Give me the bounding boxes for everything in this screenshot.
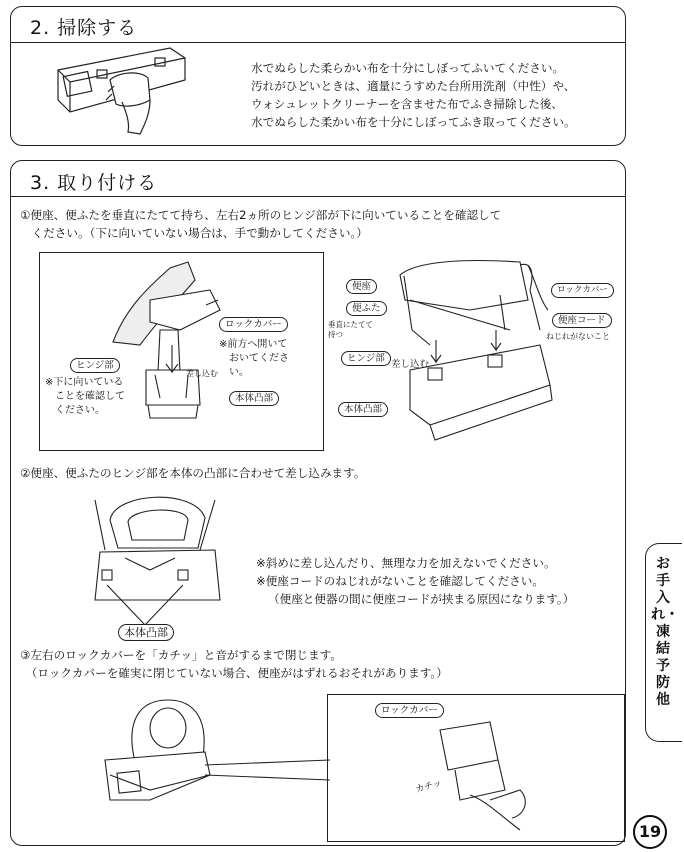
section2-line-4: 水でぬらした柔かい布を十分にしぼってふき取ってください。 [251, 115, 576, 129]
chapter-side-tab-label: お手入れ・凍結予防 他 [651, 556, 684, 708]
fig2-no-twist-label: ねじれがないこと [546, 332, 610, 341]
section2-title: 2. 掃除する [30, 17, 138, 39]
fig2-hold-line-1: 垂直にたてて [328, 320, 373, 329]
step2-note-3: （便座と便器の間に便座コードが挟まる原因になります。） [268, 592, 575, 606]
section2-line-1: 水でぬらした柔らかい布を十分にしぼってふいてください。 [251, 61, 565, 75]
fig4-lock-cover-label: ロックカバー [375, 703, 444, 718]
step2-note-2: ※便座コードのねじれがないことを確認してください。 [256, 574, 544, 588]
step1-line-1: ①便座、便ふたを垂直にたてて持ち、左右2ヵ所のヒンジ部が下に向いていることを確認して [20, 208, 502, 222]
fig1-note-front-3: い。 [229, 367, 249, 378]
step2-text: ②便座、便ふたのヒンジ部を本体の凸部に合わせて差し込みます。 [20, 466, 366, 480]
fig1-note-down-3: ください。 [55, 405, 105, 416]
section3-title: 3. 取り付ける [30, 172, 158, 194]
fig1-hinge-label: ヒンジ部 [70, 358, 120, 373]
fig1-note-down-2: ことを確認して [55, 391, 125, 402]
fig2-hold-line-2: 持つ [328, 330, 343, 339]
section2-line-3: ウォシュレットクリーナーを含ませた布でふき掃除した後、 [251, 97, 563, 111]
fig2-hinge-label: ヒンジ部 [341, 351, 391, 366]
fig1-body-boss-label: 本体凸部 [229, 391, 279, 406]
fig4-click-label: カチッ [414, 778, 443, 796]
fig2-insert-label: 差し込む [391, 359, 430, 370]
fig1-insert-label: 差し込む [186, 369, 218, 378]
fig1-note-front-2: おいてくださ [229, 353, 289, 364]
fig2-cord-label: 便座コード [552, 313, 612, 328]
fig2-lid-label: 便ふた [346, 301, 387, 316]
step3-line-2: （ロックカバーを確実に閉じていない場合、便座がはずれるおそれがあります。） [20, 666, 448, 680]
step1-line-2: ください。（下に向いていない場合は、手で動かしてください。） [20, 226, 368, 240]
fig1-note-down-1: ※下に向いている [45, 377, 124, 388]
fig2-body-boss-label: 本体凸部 [338, 402, 388, 417]
step3-line-1: ③左右のロックカバーを「カチッ」と音がするまで閉じます。 [20, 648, 342, 662]
fig2-lock-cover-label: ロックカバー [551, 283, 614, 298]
step2-note-1: ※斜めに差し込んだり、無理な力を加えないでください。 [256, 556, 556, 570]
section2-line-2: 汚れがひどいときは、適量にうすめた台所用洗剤（中性）や、 [251, 79, 576, 93]
page-number: 19 [633, 815, 667, 849]
fig1-note-front-1: ※前方へ開いて [219, 339, 288, 350]
fig3-body-boss-label: 本体凸部 [118, 624, 174, 641]
fig2-seat-label: 便座 [346, 279, 377, 294]
fig1-lock-cover-label: ロックカバー [219, 317, 288, 332]
